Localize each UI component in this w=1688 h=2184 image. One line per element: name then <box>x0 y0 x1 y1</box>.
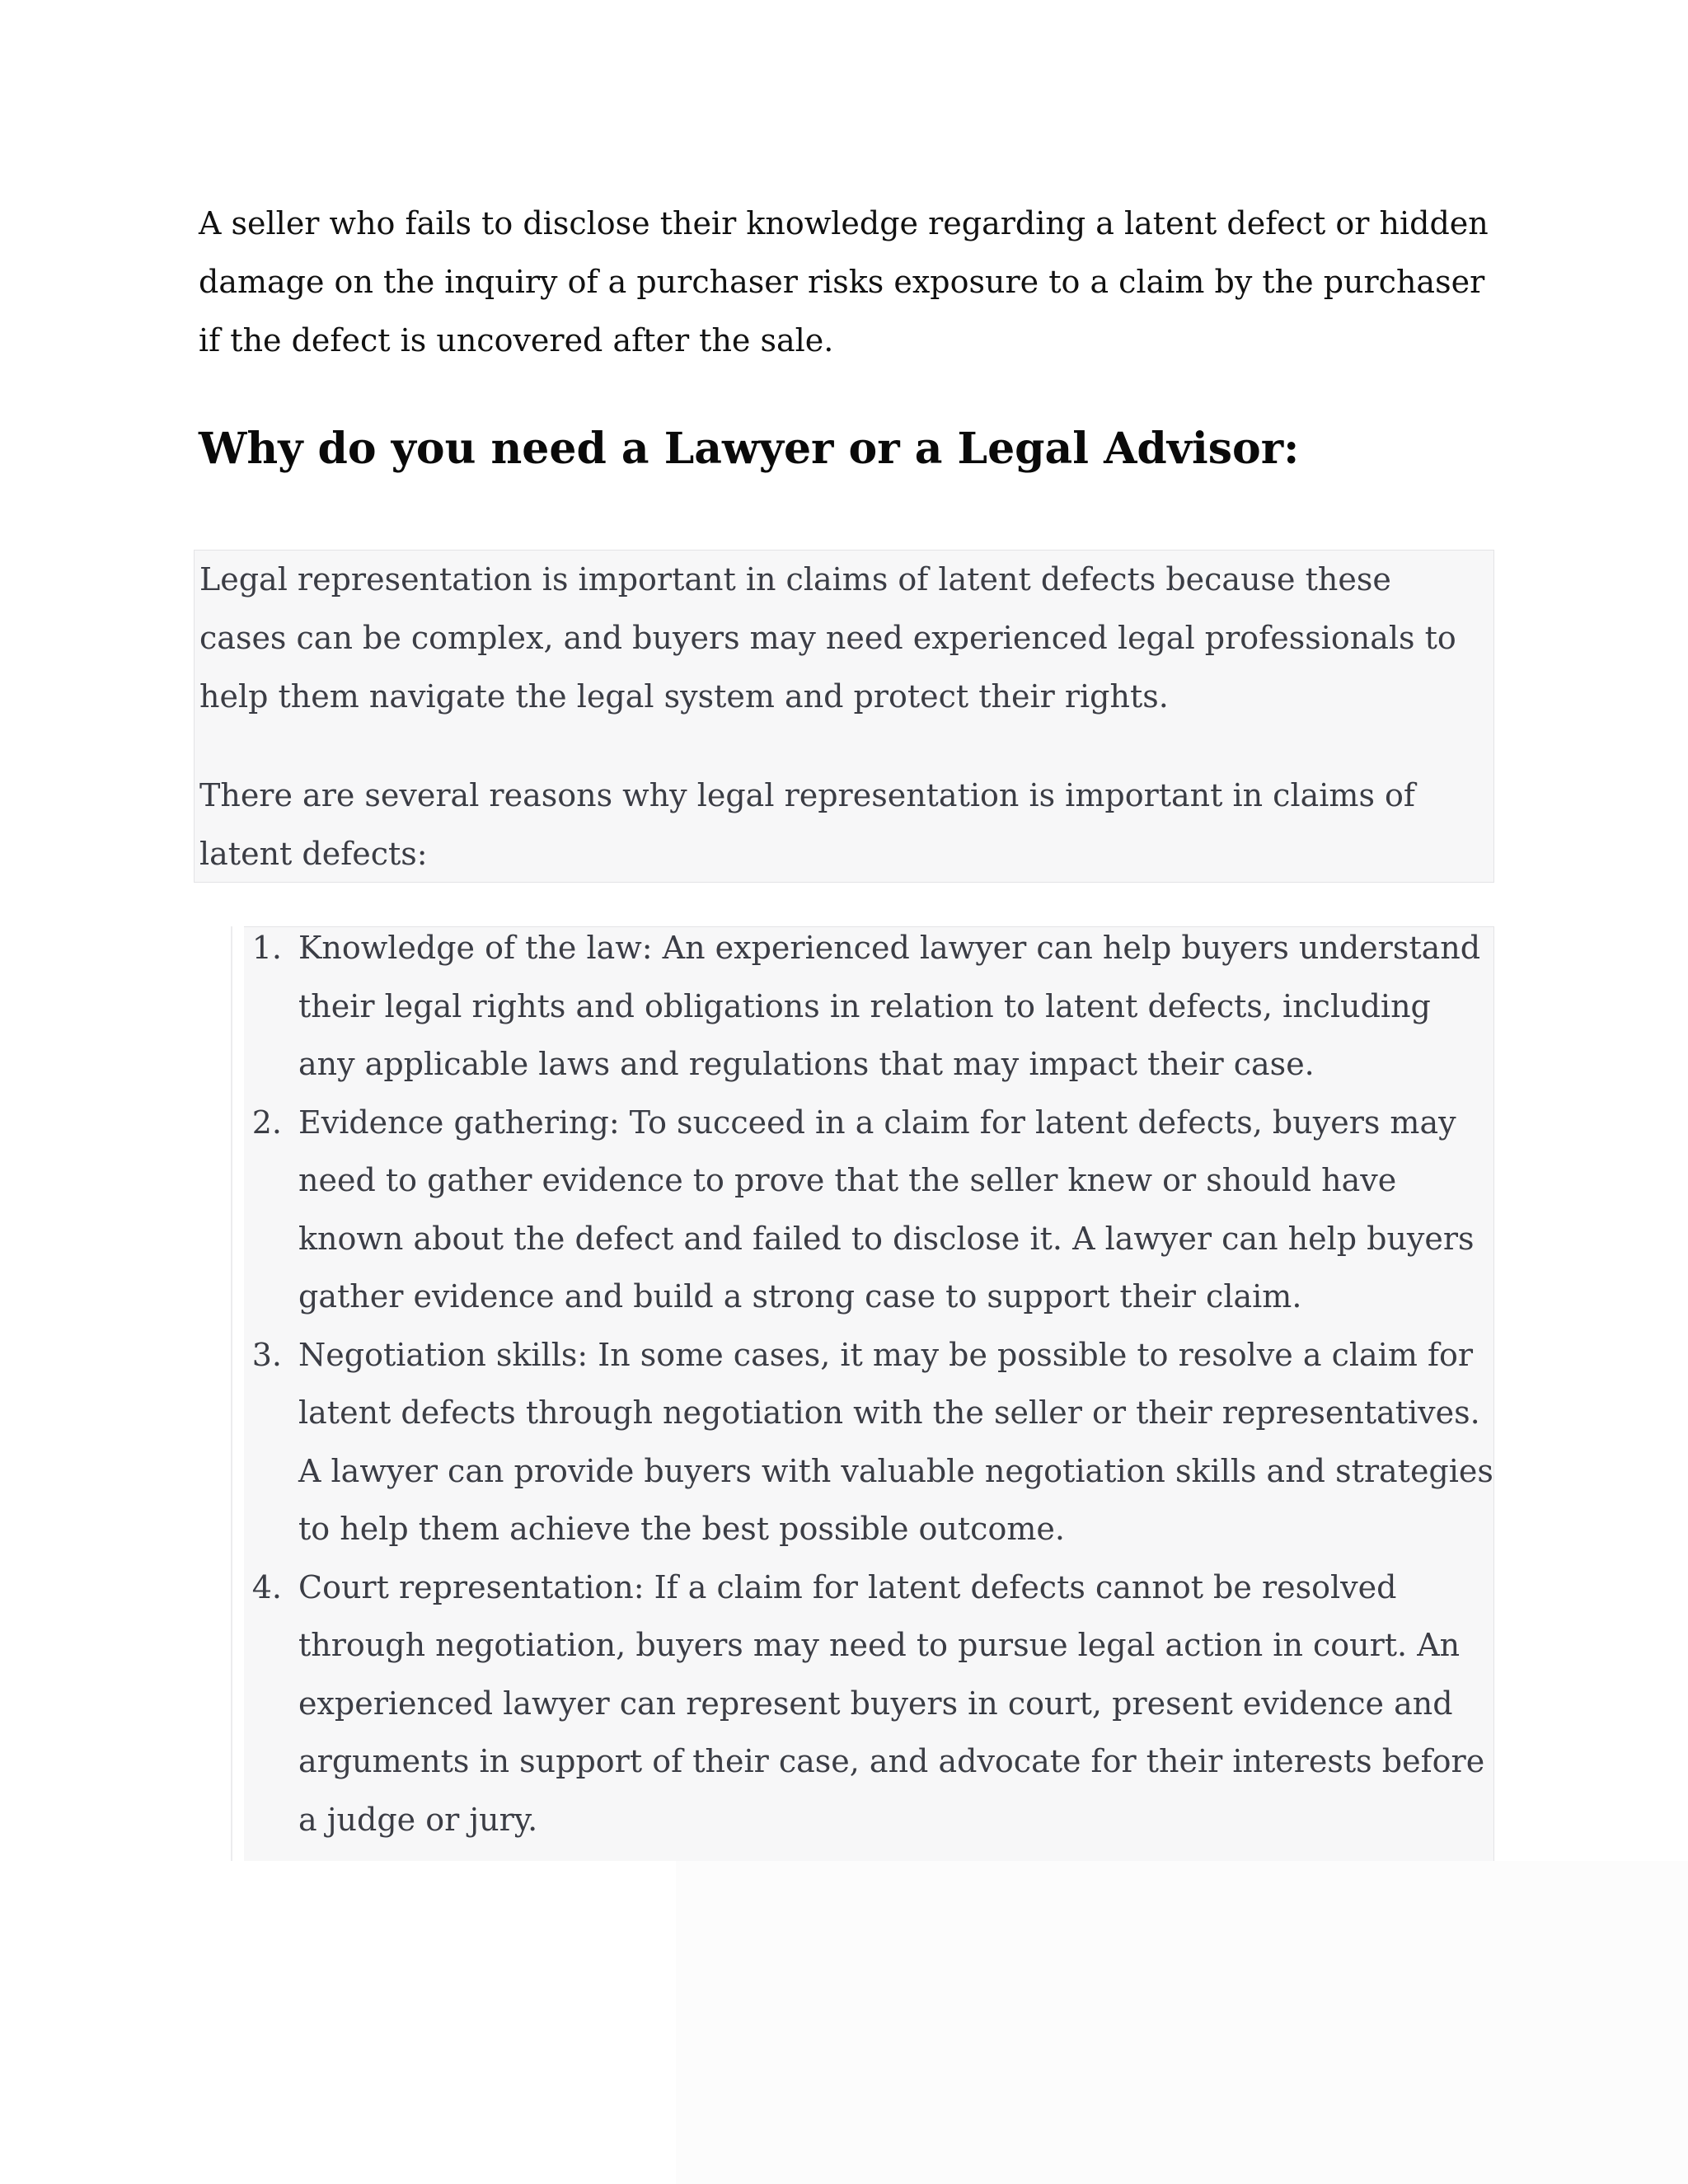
info-box <box>194 550 1494 883</box>
background-shade <box>676 1861 1688 2184</box>
list-divider <box>231 926 232 1861</box>
intro-paragraph: A seller who fails to disclose their knowledge regarding a latent defect or hidden damage on the inquiry of a purchaser risks exposure to a claim by the purchaser if the defect is uncovered after the sale. <box>199 205 1489 359</box>
list-item <box>244 1094 1497 1326</box>
reasons-list <box>244 919 1497 1849</box>
list-item <box>244 1558 1497 1849</box>
list-item <box>244 919 1497 1094</box>
list-item-number: 4. <box>251 1568 282 1605</box>
list-item <box>244 1326 1497 1558</box>
list-item-text: Negotiation skills: In some cases, it may be possible to resolve a claim for latent defects through negotiation with the seller or their representatives. A lawyer can provide buyers with valuable negotiation skills and strategies to help them achieve the best possible outcome. <box>298 1336 1493 1547</box>
info-paragraph-2: There are several reasons why legal representation is important in claims of latent defects: <box>199 777 1415 872</box>
list-item-text: Knowledge of the law: An experienced lawyer can help buyers understand their legal rights and obligations in relation to latent defects, including any applicable laws and regulations that may impact their case. <box>298 930 1481 1082</box>
list-item-text: Court representation: If a claim for latent defects cannot be resolved through negotiation, buyers may need to pursue legal action in court. An experienced lawyer can represent buyers in court, present evidence and arguments in support of their case, and advocate for their interests before a judge or jury. <box>298 1568 1485 1838</box>
list-item-number: 1. <box>251 930 282 966</box>
list-item-text: Evidence gathering: To succeed in a claim for latent defects, buyers may need to gather evidence to prove that the seller knew or should have known about the defect and failed to disclose it. A lawyer can help buyers gather evidence and build a strong case to support their claim. <box>298 1104 1475 1315</box>
list-item-number: 3. <box>251 1336 282 1373</box>
info-paragraph-1: Legal representation is important in claims of latent defects because these cases can be complex, and buyers may need experienced legal professionals to help them navigate the legal system and protect their rights. <box>199 561 1456 715</box>
list-item-number: 2. <box>251 1104 282 1141</box>
section-heading: Why do you need a Lawyer or a Legal Advisor: <box>199 424 1300 474</box>
